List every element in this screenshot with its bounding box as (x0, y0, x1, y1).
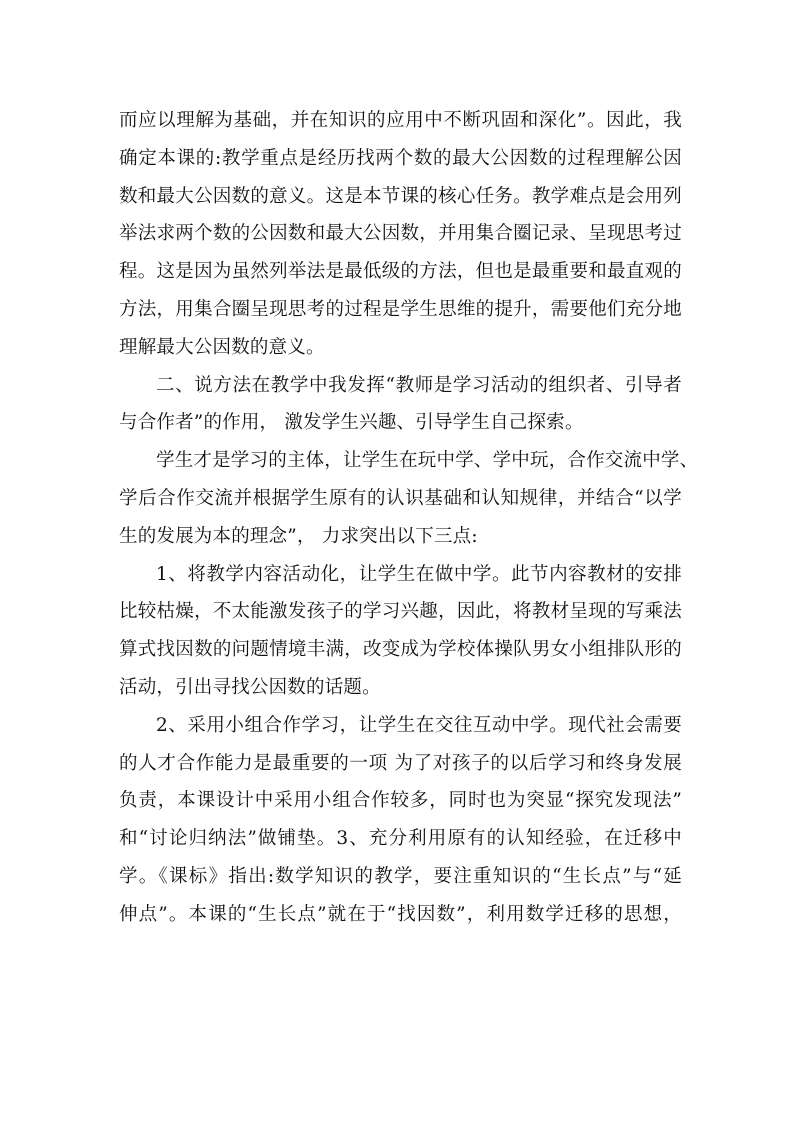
text-line: 1、将教学内容活动化，让学生在做中学。此节内容教材的安排 (156, 563, 682, 585)
paragraph-3 (119, 442, 699, 555)
text-line: 学。《课标》指出:数学知识的教学，要注重知识的“生长点”与“延 (119, 865, 682, 887)
text-line: 而应以理解为基础，并在知识的应用中不断巩固和深化”。因此，我 (119, 110, 682, 131)
paragraph-2 (119, 367, 682, 443)
text-line: 比较枯燥，不太能激发孩子的学习兴趣，因此，将教材呈现的写乘法 (119, 601, 682, 623)
text-line: 算式找因数的问题情境丰满，改变成为学校体操队男女小组排队形的 (119, 639, 682, 661)
text-line: 的人才合作能力是最重要的一项 为了对孩子的以后学习和终身发展 (119, 752, 682, 774)
text-line: 方法，用集合圈呈现思考的过程是学生思维的提升，需要他们充分地 (119, 298, 682, 320)
text-line: 学后合作交流并根据学生原有的认识基础和认知规律，并结合“以学 (119, 487, 682, 509)
text-line: 和“讨论归纳法”做铺垫。3、充分利用原有的认知经验，在迁移中 (119, 828, 682, 850)
text-line: 生的发展为本的理念”， 力求突出以下三点: (119, 525, 478, 547)
text-line: 2、采用小组合作学习，让学生在交往互动中学。现代社会需要 (156, 714, 682, 736)
text-line: 活动，引出寻找公因数的话题。 (119, 676, 381, 698)
text-line: 学生才是学习的主体，让学生在玩中学、学中玩，合作交流中学、 (156, 450, 699, 472)
text-line: 举法求两个数的公因数和最大公因数，并用集合圈记录、呈现思考过 (119, 223, 682, 245)
document-body (119, 102, 699, 934)
text-line: 与合作者”的作用， 激发学生兴趣、引导学生自己探索。 (119, 412, 584, 434)
paragraph-5 (119, 707, 682, 934)
text-line: 程。这是因为虽然列举法是最低级的方法，但也是最重要和最直观的 (119, 261, 682, 283)
text-line: 确定本课的:教学重点是经历找两个数的最大公因数的过程理解公因 (119, 147, 682, 169)
text-line: 伸点”。本课的“生长点”就在于“找因数”，利用数学迁移的思想， (119, 903, 682, 925)
text-line: 二、说方法在教学中我发挥“教师是学习活动的组织者、引导者 (156, 374, 682, 396)
text-line: 负责，本课设计中采用小组合作较多，同时也为突显“探究发现法” (119, 790, 682, 812)
text-line: 数和最大公因数的意义。这是本节课的核心任务。教学难点是会用列 (119, 185, 682, 207)
text-line: 理解最大公因数的意义。 (119, 336, 325, 358)
paragraph-1 (119, 102, 682, 367)
paragraph-4 (119, 556, 682, 707)
